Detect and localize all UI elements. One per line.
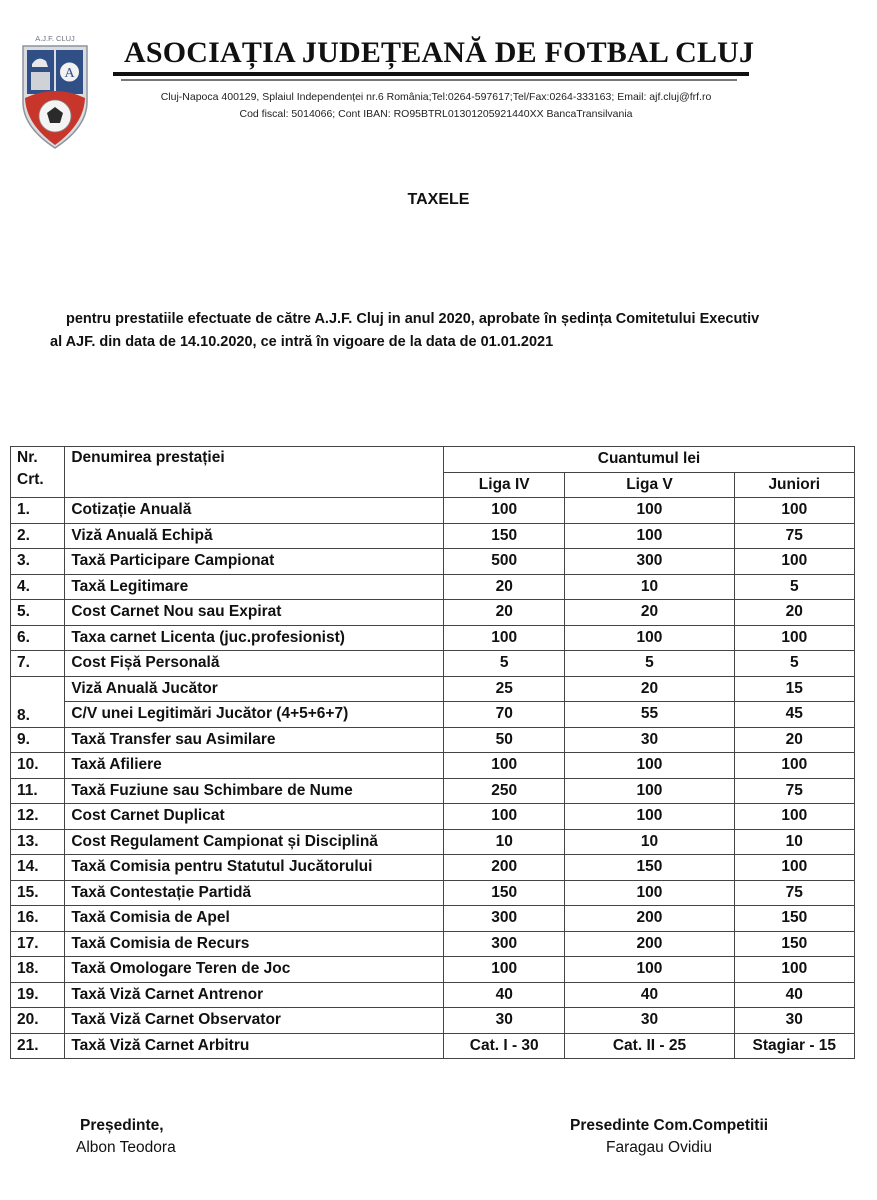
row-liga-iv: 100 [444,957,565,983]
table-row [11,523,855,549]
row-liga-v: 200 [565,906,734,932]
row-nr: 6. [11,625,65,651]
ajf-cluj-crest-logo [18,32,92,150]
row-juniori: 100 [734,549,854,575]
header-nr-line-2: Crt. [17,471,44,488]
table-row [11,855,855,881]
row-nr: 19. [11,982,65,1008]
header-amount-group: Cuantumul lei [444,447,855,473]
row-service-name: Cotizație Anuală [65,498,444,524]
row-juniori: 75 [734,778,854,804]
row-juniori: 5 [734,651,854,677]
row-service-name: Cost Carnet Duplicat [65,804,444,830]
row-service-name: Taxă Afiliere [65,753,444,779]
row-juniori: 100 [734,753,854,779]
row-liga-iv: 10 [444,829,565,855]
row-service-name: Taxă Transfer sau Asimilare [65,727,444,753]
signature-president [76,1117,176,1157]
row-liga-v: Cat. II - 25 [565,1033,734,1059]
header-service-name: Denumirea prestației [65,447,444,498]
row-liga-iv: 250 [444,778,565,804]
row-nr: 10. [11,753,65,779]
signature-role: Presedinte Com.Competitii [570,1117,769,1134]
intro-text-line-1: pentru prestatiile efectuate de către A.J.F. Cluj in anul 2020, aprobate în ședința Comitetului Executiv [66,311,760,327]
row-nr: 20. [11,1008,65,1034]
organization-name: ASOCIAȚIA JUDEȚEANĂ DE FOTBAL CLUJ [124,36,755,69]
row-juniori: 40 [734,982,854,1008]
row-liga-iv: 100 [444,625,565,651]
row-nr: 7. [11,651,65,677]
row-liga-v: 300 [565,549,734,575]
row-nr: 13. [11,829,65,855]
row-liga-iv: 20 [444,574,565,600]
row-liga-iv: 30 [444,1008,565,1034]
row-liga-v: 100 [565,523,734,549]
row-service-name: Taxă Comisia de Recurs [65,931,444,957]
row-juniori: 150 [734,906,854,932]
row-liga-v: 20 [565,600,734,626]
row-liga-v: 100 [565,804,734,830]
row-service-name: Cost Carnet Nou sau Expirat [65,600,444,626]
row-liga-iv: 25 [444,676,565,702]
table-row [11,702,855,728]
row-liga-v: 10 [565,574,734,600]
logo-label: A.J.F. CLUJ [35,34,75,43]
row-nr: 9. [11,727,65,753]
table-row [11,600,855,626]
signature-role: Președinte, [80,1117,164,1134]
signature-name: Faragau Ovidiu [606,1139,712,1156]
row-nr: 8. [11,676,65,727]
document-title: TAXELE [407,191,470,208]
row-liga-v: 100 [565,957,734,983]
row-juniori: 20 [734,727,854,753]
row-liga-iv: 500 [444,549,565,575]
row-nr: 2. [11,523,65,549]
row-service-name: Taxa carnet Licenta (juc.profesionist) [65,625,444,651]
row-juniori: 45 [734,702,854,728]
row-liga-v: 100 [565,625,734,651]
table-row [11,676,855,702]
table-row [11,549,855,575]
row-liga-v: 10 [565,829,734,855]
row-service-name: Taxă Fuziune sau Schimbare de Nume [65,778,444,804]
header-liga-v: Liga V [565,472,734,498]
contact-line-address: Cluj-Napoca 400129, Splaiul Independenței nr.6 România;Tel:0264-597617;Tel/Fax:0264-333163; Email: ajf.cluj@frf.ro [160,91,712,103]
row-liga-iv: 50 [444,727,565,753]
row-liga-v: 200 [565,931,734,957]
row-juniori: 100 [734,625,854,651]
row-liga-iv: 20 [444,600,565,626]
row-juniori: 150 [734,931,854,957]
table-row [11,804,855,830]
row-juniori: 15 [734,676,854,702]
row-liga-v: 100 [565,753,734,779]
row-liga-iv: 150 [444,880,565,906]
signature-competitions-president [570,1117,768,1157]
row-liga-v: 30 [565,1008,734,1034]
fees-table [10,446,855,1059]
table-row [11,574,855,600]
row-liga-v: 20 [565,676,734,702]
row-liga-iv: 70 [444,702,565,728]
table-header-row [11,447,855,473]
table-row [11,778,855,804]
table-row [11,957,855,983]
row-service-name: Taxă Viză Carnet Arbitru [65,1033,444,1059]
table-row [11,651,855,677]
row-liga-iv: 300 [444,906,565,932]
header-nr-line-1: Nr. [17,449,38,466]
row-nr: 3. [11,549,65,575]
header-juniori: Juniori [734,472,854,498]
row-juniori: 100 [734,855,854,881]
row-nr: 11. [11,778,65,804]
row-juniori: 20 [734,600,854,626]
row-nr: 15. [11,880,65,906]
row-liga-iv: 100 [444,498,565,524]
row-liga-v: 30 [565,727,734,753]
row-nr: 12. [11,804,65,830]
header-nr-crt [11,447,65,498]
row-liga-v: 150 [565,855,734,881]
header-liga-iv: Liga IV [444,472,565,498]
row-service-name: Taxă Legitimare [65,574,444,600]
row-service-name: Taxă Viză Carnet Observator [65,1008,444,1034]
row-juniori: 75 [734,523,854,549]
table-row [11,498,855,524]
row-liga-iv: 150 [444,523,565,549]
table-row [11,931,855,957]
row-service-name: Taxă Contestație Partidă [65,880,444,906]
row-liga-iv: 300 [444,931,565,957]
header-divider-thin [121,79,737,81]
row-liga-iv: 5 [444,651,565,677]
table-row [11,906,855,932]
row-liga-v: 100 [565,498,734,524]
row-nr: 14. [11,855,65,881]
row-service-name: Taxă Comisia pentru Statutul Jucătorului [65,855,444,881]
row-juniori: 100 [734,498,854,524]
row-juniori: 10 [734,829,854,855]
contact-line-fiscal: Cod fiscal: 5014066; Cont IBAN: RO95BTRL01301205921440XX BancaTransilvania [239,108,633,120]
row-nr: 5. [11,600,65,626]
row-juniori: Stagiar - 15 [734,1033,854,1059]
row-nr: 21. [11,1033,65,1059]
row-liga-iv: 200 [444,855,565,881]
row-service-name: Cost Fișă Personală [65,651,444,677]
table-row [11,880,855,906]
row-service-name: Taxă Omologare Teren de Joc [65,957,444,983]
row-service-name: Taxă Participare Campionat [65,549,444,575]
table-row [11,625,855,651]
table-row [11,1033,855,1059]
row-nr: 4. [11,574,65,600]
row-service-name: Viză Anuală Echipă [65,523,444,549]
row-nr: 16. [11,906,65,932]
row-liga-iv: Cat. I - 30 [444,1033,565,1059]
svg-text:A: A [64,66,75,81]
row-juniori: 30 [734,1008,854,1034]
row-nr: 18. [11,957,65,983]
intro-text-line-2: al AJF. din data de 14.10.2020, ce intră în vigoare de la data de 01.01.2021 [50,334,554,350]
table-row [11,829,855,855]
row-liga-v: 5 [565,651,734,677]
row-liga-iv: 40 [444,982,565,1008]
row-juniori: 5 [734,574,854,600]
row-liga-v: 100 [565,880,734,906]
table-row [11,1008,855,1034]
table-row [11,982,855,1008]
row-liga-v: 100 [565,778,734,804]
row-liga-iv: 100 [444,804,565,830]
row-service-name: C/V unei Legitimări Jucător (4+5+6+7) [65,702,444,728]
row-service-name: Taxă Viză Carnet Antrenor [65,982,444,1008]
row-liga-iv: 100 [444,753,565,779]
row-juniori: 100 [734,957,854,983]
header-divider-thick [113,72,749,76]
row-liga-v: 55 [565,702,734,728]
table-row [11,727,855,753]
row-nr: 17. [11,931,65,957]
row-service-name: Taxă Comisia de Apel [65,906,444,932]
table-row [11,753,855,779]
row-juniori: 100 [734,804,854,830]
signature-name: Albon Teodora [76,1139,176,1156]
row-nr: 1. [11,498,65,524]
row-liga-v: 40 [565,982,734,1008]
row-service-name: Cost Regulament Campionat și Disciplină [65,829,444,855]
row-juniori: 75 [734,880,854,906]
row-service-name: Viză Anuală Jucător [65,676,444,702]
